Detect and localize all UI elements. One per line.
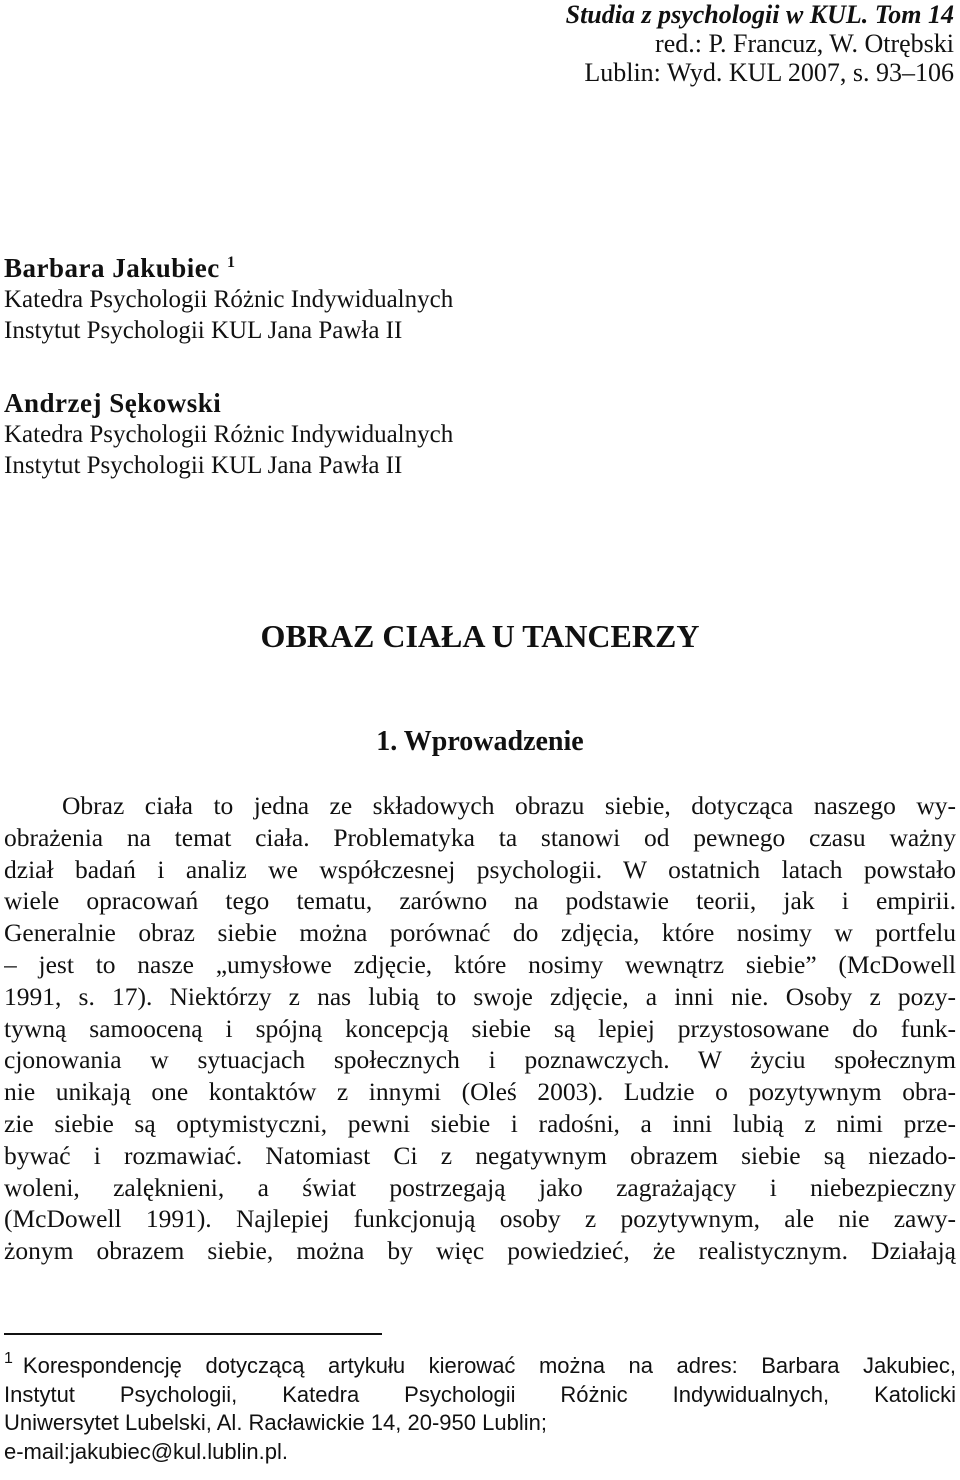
footnote-divider xyxy=(4,1333,382,1335)
body-line: Obraz ciała to jedna ze składowych obrazu siebie, dotycząca naszego wy- xyxy=(62,791,956,820)
body-line: nie unikają one kontaktów z innymi (Oleś 2003). Ludzie o pozytywnym obra- xyxy=(4,1077,956,1107)
footnote-number: 1 xyxy=(4,1350,13,1367)
body-line: tywną samooceną i spójną koncepcją siebie są lepiej przystosowane do funk- xyxy=(4,1013,956,1043)
section-heading: 1. Wprowadzenie xyxy=(376,726,584,757)
footnote-marker[interactable]: 1 xyxy=(227,254,236,271)
author-name xyxy=(4,253,453,284)
body-line: woleni, zalęknieni, a świat postrzegają jako zagrażający i niebezpieczny xyxy=(4,1172,956,1202)
body-line: (McDowell 1991). Najlepiej funkcjonują osoby z pozytywnym, ale nie zawy- xyxy=(4,1204,956,1234)
body-line: bywać i rozmawiać. Natomiast Ci z negatywnym obrazem siebie są niezado- xyxy=(4,1140,956,1170)
footnote-line: Instytut Psychologii, Katedra Psychologii Różnic Indywidualnych, Katolicki xyxy=(4,1381,956,1407)
body-line: Generalnie obraz siebie można porównać do zdjęcia, które nosimy w portfelu xyxy=(4,918,956,948)
footnote-line xyxy=(4,1352,956,1381)
author-affiliation-department: Katedra Psychologii Różnic Indywidualnych xyxy=(4,286,454,313)
body-line: dział badań i analiz we współczesnej psychologii. W ostatnich latach powstało xyxy=(4,854,956,884)
author-block-2 xyxy=(4,388,453,481)
author-affiliation-institute: Instytut Psychologii KUL Jana Pawła II xyxy=(4,452,403,479)
journal-title: Studia z psychologii w KUL. Tom 14 xyxy=(565,0,954,29)
body-line: cjonowania w sytuacjach społecznych i poznawczych. W życiu społecznym xyxy=(4,1045,956,1075)
author-affiliation-department: Katedra Psychologii Różnic Indywidualnych xyxy=(4,421,454,448)
author-affiliation-institute: Instytut Psychologii KUL Jana Pawła II xyxy=(4,317,403,344)
body-line: – jest to nasze „umysłowe zdjęcie, które nosimy wewnątrz siebie” (McDowell xyxy=(4,949,956,979)
footnote xyxy=(4,1352,956,1466)
footnote-line: e-mail:jakubiec@kul.lublin.pl. xyxy=(4,1438,289,1464)
body-paragraph xyxy=(4,790,956,1267)
body-line: zie siebie są optymistyczni, pewni siebie i radośni, a inni lubią z nimi prze- xyxy=(4,1108,956,1138)
footnote-text: Korespondencję dotyczącą artykułu kierować można na adres: Barbara Jakubiec, xyxy=(22,1353,956,1378)
body-line: wiele opracowań tego tematu, zarówno na podstawie teorii, jak i empirii. xyxy=(4,886,956,916)
journal-editors: red.: P. Francuz, W. Otrębski xyxy=(655,29,954,58)
author-name: Andrzej Sękowski xyxy=(4,388,222,418)
body-line: obrażenia na temat ciała. Problematyka ta stanowi od pewnego czasu ważny xyxy=(4,822,956,852)
author-name-text: Barbara Jakubiec xyxy=(4,253,220,283)
body-line: żonym obrazem siebie, można by więc powiedzieć, że realistycznym. Działają xyxy=(4,1236,956,1266)
journal-publisher: Lublin: Wyd. KUL 2007, s. 93–106 xyxy=(584,58,954,87)
article-title: OBRAZ CIAŁA U TANCERZY xyxy=(260,618,700,654)
body-line: 1991, s. 17). Niektórzy z nas lubią to swoje zdjęcie, a inni nie. Osoby z pozy- xyxy=(4,981,956,1011)
footnote-line: Uniwersytet Lubelski, Al. Racławickie 14, 20-950 Lublin; xyxy=(4,1410,547,1435)
author-block-1 xyxy=(4,253,453,346)
journal-header xyxy=(566,0,954,87)
